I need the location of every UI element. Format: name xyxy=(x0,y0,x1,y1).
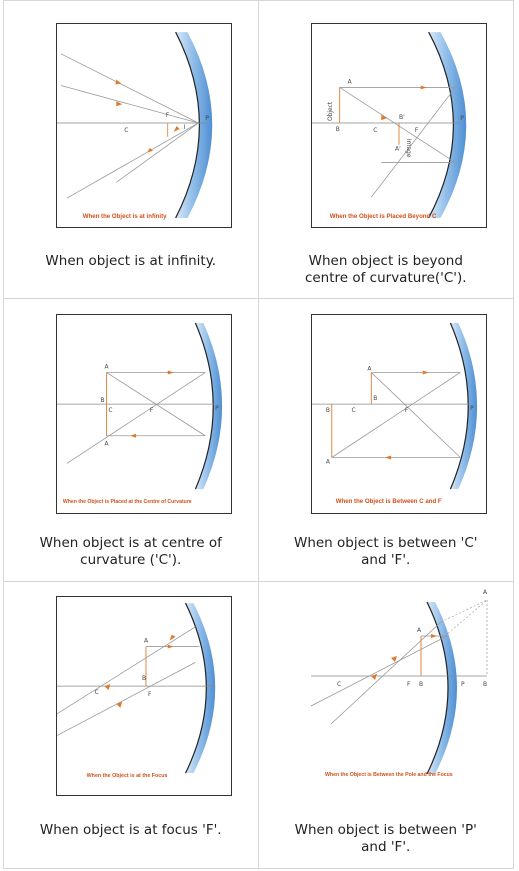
label-i: I xyxy=(183,123,186,131)
label-f: F xyxy=(165,112,170,120)
case-caption: When object is between 'P' and 'F'. xyxy=(294,822,477,855)
label-b-image: B xyxy=(325,407,330,415)
diagram-between-c-f xyxy=(311,314,487,514)
ray-diagram-infinity xyxy=(57,24,231,227)
ray-diagram-at-c xyxy=(57,315,231,513)
arrow-3 xyxy=(104,684,110,690)
label-a-image: A xyxy=(325,458,330,466)
diagram-at-f xyxy=(56,596,232,796)
reflected-ray-focus xyxy=(371,87,455,197)
label-b: B xyxy=(142,675,147,683)
diagram-title: When the Object is Between the Pole and the Focus xyxy=(324,772,453,778)
ray-2 xyxy=(331,622,441,724)
label-p: P xyxy=(205,115,209,123)
case-at-f xyxy=(4,582,259,870)
label-a-image: A xyxy=(104,440,109,448)
label-c: C xyxy=(372,126,377,134)
case-at-c xyxy=(4,299,259,582)
concave-mirror xyxy=(176,32,213,218)
diagram-between-p-f xyxy=(311,589,487,796)
label-p: P xyxy=(215,405,219,413)
ray-diagram-between-c-f xyxy=(312,315,486,513)
case-caption: When object is at focus 'F'. xyxy=(39,822,222,838)
mirror-cases-table xyxy=(3,0,514,869)
ray-2 xyxy=(67,372,205,463)
case-caption: When object is at infinity. xyxy=(45,253,217,269)
case-infinity xyxy=(4,1,259,299)
label-b: B xyxy=(100,397,105,405)
concave-mirror xyxy=(186,603,216,773)
label-a: A xyxy=(416,627,421,634)
label-a-prime: A' xyxy=(394,145,401,153)
concave-mirror xyxy=(428,32,466,218)
label-c: C xyxy=(108,407,113,415)
label-b: B xyxy=(418,681,423,688)
arrow-2 xyxy=(130,434,136,438)
ray-diagram-between-p-f xyxy=(311,589,487,796)
label-f: F xyxy=(404,407,408,415)
arrow-1 xyxy=(168,645,174,649)
diagram-title: When the Object is at the Focus xyxy=(86,773,168,780)
label-f: F xyxy=(147,691,152,698)
reflected-ray-2 xyxy=(57,662,195,735)
arrow-3 xyxy=(391,656,397,662)
reflected-ray-1 xyxy=(57,627,195,714)
label-p: P xyxy=(460,681,465,688)
label-b: B xyxy=(335,125,340,133)
reflected-ray-2 xyxy=(116,123,198,182)
arrow-4 xyxy=(174,126,180,132)
label-p: P xyxy=(469,405,474,413)
label-c: C xyxy=(351,407,356,415)
label-a: A xyxy=(104,363,109,371)
ray-diagram-at-f xyxy=(57,597,231,795)
ray-2 xyxy=(331,372,460,457)
diagram-title: When the Object is at infinity xyxy=(82,212,167,220)
diagram-at-c xyxy=(56,314,232,514)
arrow-1 xyxy=(420,85,426,89)
arrow-1 xyxy=(431,634,437,638)
label-b: B xyxy=(372,395,377,403)
case-caption: When object is at centre of curvature ('C'). xyxy=(39,535,222,568)
reflected-ray-1 xyxy=(67,123,198,198)
label-f: F xyxy=(149,407,154,415)
label-object: Object xyxy=(326,101,334,122)
diagram-beyond-c xyxy=(311,23,487,228)
label-b-prime: B' xyxy=(398,114,405,122)
label-f: F xyxy=(414,126,418,134)
label-b-image: B xyxy=(482,681,487,688)
label-a-image: A xyxy=(482,589,487,596)
diagram-infinity xyxy=(56,23,232,228)
incident-ray-1 xyxy=(61,54,198,123)
dashed-ray-1 xyxy=(445,600,487,636)
label-c: C xyxy=(94,689,99,697)
diagram-title: When the Object is Placed at the Centre of Curvature xyxy=(62,498,192,505)
diagram-title: When the Object is Placed Beyond C xyxy=(329,212,436,220)
case-between-c-f xyxy=(259,299,514,582)
label-c: C xyxy=(124,126,129,134)
label-a: A xyxy=(366,365,371,373)
arrow-1 xyxy=(168,371,174,375)
label-a: A xyxy=(347,78,352,86)
label-image: Image xyxy=(404,138,412,158)
label-f: F xyxy=(406,681,410,688)
ray-3 xyxy=(371,372,460,457)
concave-mirror xyxy=(427,602,457,774)
ray-diagram-beyond-c xyxy=(312,24,486,227)
label-c: C xyxy=(336,681,341,688)
label-a: A xyxy=(144,637,149,645)
arrow-1 xyxy=(422,371,428,375)
case-caption: When object is between 'C' and 'F'. xyxy=(293,535,478,568)
case-caption: When object is beyond centre of curvature('C'). xyxy=(304,253,467,286)
arrow-3 xyxy=(147,148,153,153)
incident-ray-2 xyxy=(61,85,198,123)
case-beyond-c xyxy=(259,1,514,299)
case-between-p-f xyxy=(259,582,514,870)
diagram-title: When the Object is Between C and F xyxy=(335,497,442,505)
label-p: P xyxy=(459,115,464,123)
arrow-2 xyxy=(385,456,391,460)
dashed-ray-2 xyxy=(441,600,487,622)
ray-1 xyxy=(311,636,447,706)
